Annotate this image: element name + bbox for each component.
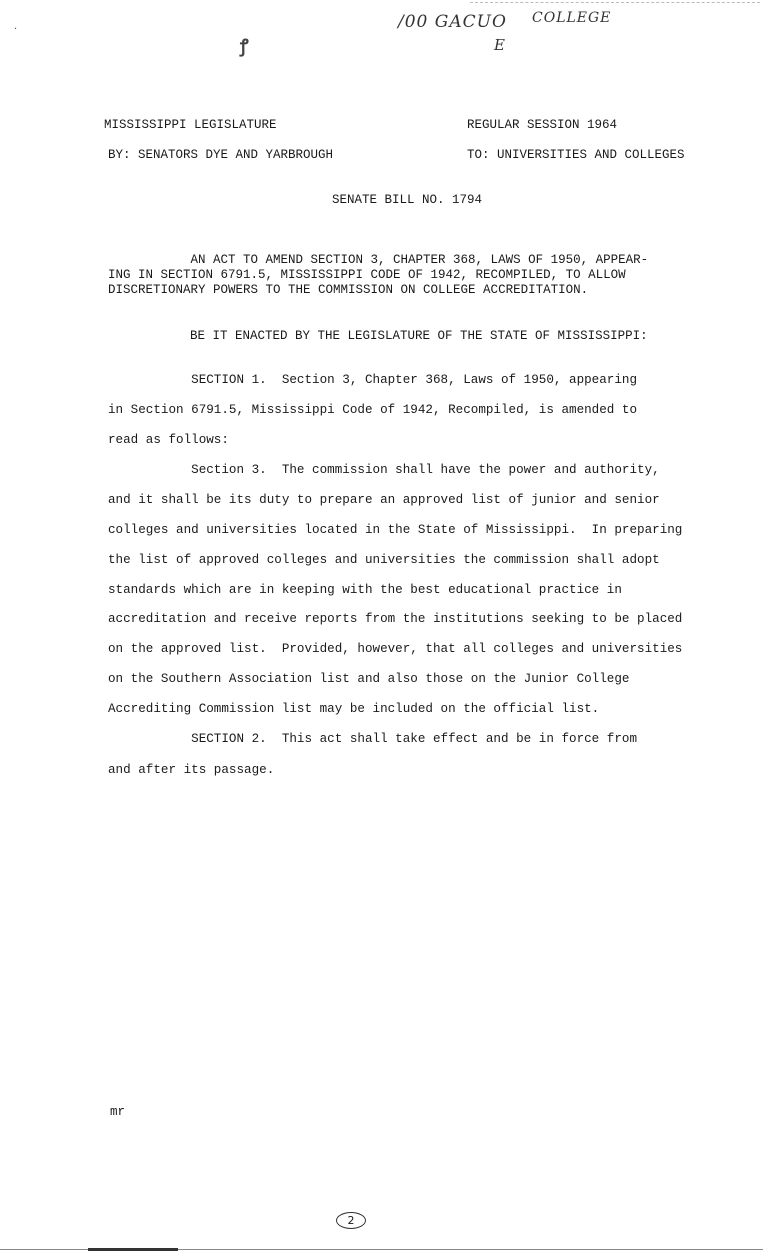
committee-label: TO: UNIVERSITIES AND COLLEGES: [467, 148, 685, 162]
body-line: colleges and universities located in the State of Mississippi. In preparing: [108, 523, 683, 537]
body-line: Section 3. The commission shall have the power and authority,: [108, 463, 660, 477]
top-dashed-edge: [470, 2, 760, 3]
body-line: and after its passage.: [108, 763, 275, 777]
typist-initials: mr: [110, 1105, 126, 1119]
body-line: SECTION 1. Section 3, Chapter 368, Laws of 1950, appearing: [108, 373, 638, 387]
act-title-line: ING IN SECTION 6791.5, MISSISSIPPI CODE OF 1942, RECOMPILED, TO ALLOW: [108, 268, 626, 282]
body-line: standards which are in keeping with the best educational practice in: [108, 583, 622, 597]
act-title-line: DISCRETIONARY POWERS TO THE COMMISSION ON COLLEGE ACCREDITATION.: [108, 283, 589, 297]
body-line: read as follows:: [108, 433, 229, 447]
sponsors-label: BY: SENATORS DYE AND YARBROUGH: [108, 148, 334, 162]
legislature-label: MISSISSIPPI LEGISLATURE: [104, 118, 277, 132]
act-title-line: AN ACT TO AMEND SECTION 3, CHAPTER 368, LAWS OF 1950, APPEAR-: [108, 253, 649, 267]
body-line: accreditation and receive reports from the institutions seeking to be placed: [108, 612, 683, 626]
body-line: and it shall be its duty to prepare an approved list of junior and senior: [108, 493, 660, 507]
body-line: on the Southern Association list and also those on the Junior College: [108, 672, 630, 686]
bill-number: SENATE BILL NO. 1794: [332, 193, 483, 207]
body-line: SECTION 2. This act shall take effect and be in force from: [108, 732, 638, 746]
enacting-clause: BE IT ENACTED BY THE LEGISLATURE OF THE STATE OF MISSISSIPPI:: [190, 329, 648, 343]
margin-speck-icon: ·: [14, 24, 18, 35]
session-label: REGULAR SESSION 1964: [467, 118, 618, 132]
body-line: in Section 6791.5, Mississippi Code of 1942, Recompiled, is amended to: [108, 403, 638, 417]
handwritten-note: /00 GACUO: [398, 12, 507, 32]
body-line: on the approved list. Provided, however, that all colleges and universities: [108, 642, 683, 656]
body-line: the list of approved colleges and universities the commission shall adopt: [108, 553, 660, 567]
stamp-mark-icon: ꝭ: [240, 36, 249, 57]
handwritten-mark: E: [494, 36, 506, 54]
page-number-badge: 2: [336, 1212, 366, 1229]
body-line: Accrediting Commission list may be included on the official list.: [108, 702, 600, 716]
handwritten-note-college: COLLEGE: [532, 10, 612, 26]
bottom-edge-mark: [88, 1248, 178, 1251]
